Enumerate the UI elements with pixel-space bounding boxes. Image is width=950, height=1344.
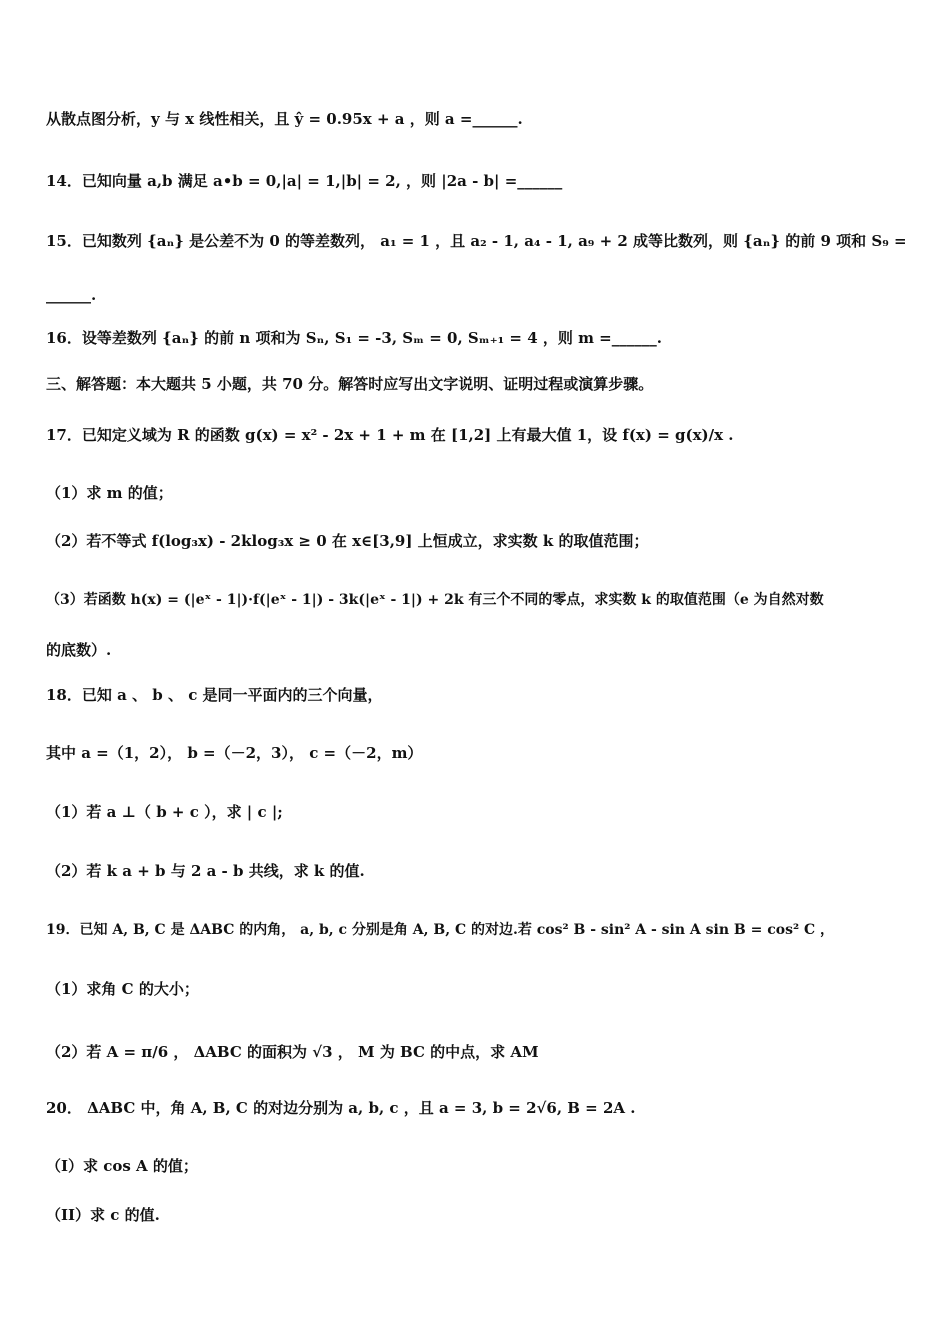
problem-14	[46, 170, 904, 192]
section-3-text: 三、解答题：本大题共 5 小题，共 70 分。解答时应写出文字说明、证明过程或演算步骤。	[46, 375, 654, 393]
problem-17-part-1	[46, 482, 904, 504]
problem-20-part-2	[46, 1204, 904, 1226]
problem-18-vectors-text: 其中 a =（1，2）， b =（－2，3）， c =（－2，m）	[46, 744, 423, 762]
problem-20-part-1-text: （I）求 cos A 的值；	[46, 1157, 198, 1175]
problem-17-part-2-text: （2）若不等式 f(log₃x) - 2klog₃x ≥ 0 在 x∈[3,9] 上恒成立，求实数 k 的取值范围；	[46, 532, 649, 550]
problem-17-part-3-tail-text: 的底数）.	[46, 641, 112, 659]
problem-20-part-1	[46, 1155, 904, 1177]
problem-17-part-3	[46, 589, 904, 611]
problem-19	[46, 919, 904, 941]
problem-13-text: 从散点图分析，y 与 x 线性相关，且 ŷ = 0.95x + a ，则 a =______.	[46, 110, 523, 128]
section-3-heading	[46, 373, 904, 395]
problem-18-text: 18．已知 a 、 b 、 c 是同一平面内的三个向量，	[46, 686, 383, 704]
problem-19-part-1-text: （1）求角 C 的大小；	[46, 980, 199, 998]
problem-17-part-2	[46, 530, 904, 552]
problem-17-part-3-tail	[46, 639, 904, 661]
problem-18-part-1-text: （1）若 a ⊥（ b + c ），求 | c |;	[46, 803, 283, 821]
problem-17-text: 17．已知定义域为 R 的函数 g(x) = x² - 2x + 1 + m 在 [1,2] 上有最大值 1，设 f(x) = g(x)/x .	[46, 426, 734, 444]
problem-19-part-2	[46, 1041, 904, 1063]
problem-15-blank-text: ______.	[46, 286, 97, 304]
problem-16	[46, 327, 904, 349]
problem-18	[46, 684, 904, 706]
problem-20	[46, 1097, 904, 1119]
problem-19-part-2-text: （2）若 A = π/6 ， ΔABC 的面积为 √3 ， M 为 BC 的中点，求 AM	[46, 1043, 539, 1061]
problem-18-part-2-text: （2）若 k a + b 与 2 a - b 共线，求 k 的值.	[46, 862, 365, 880]
problem-19-part-1	[46, 978, 904, 1000]
problem-18-part-1	[46, 801, 904, 823]
problem-20-text: 20． ΔABC 中，角 A, B, C 的对边分别为 a, b, c ，且 a = 3, b = 2√6, B = 2A .	[46, 1099, 636, 1117]
problem-15-text: 15．已知数列 {aₙ} 是公差不为 0 的等差数列， a₁ = 1 ，且 a₂ - 1, a₄ - 1, a₉ + 2 成等比数列，则 {aₙ} 的前 9 项和 S₉ =	[46, 232, 907, 250]
problem-18-vectors	[46, 742, 904, 764]
problem-17-part-3-text: （3）若函数 h(x) = (|eˣ - 1|)·f(|eˣ - 1|) - 3k(|eˣ - 1|) + 2k 有三个不同的零点，求实数 k 的取值范围（e 为自然对数	[46, 592, 824, 608]
problem-16-text: 16．设等差数列 {aₙ} 的前 n 项和为 Sₙ, S₁ = -3, Sₘ = 0, Sₘ₊₁ = 4 ，则 m =______.	[46, 329, 662, 347]
problem-14-text: 14．已知向量 a,b 满足 a•b = 0,|a| = 1,|b| = 2, ，则 |2a - b| =______	[46, 172, 563, 190]
problem-17-part-1-text: （1）求 m 的值；	[46, 484, 173, 502]
problem-15-blank	[46, 284, 904, 306]
problem-13-tail	[46, 108, 904, 130]
problem-15	[46, 230, 907, 252]
problem-17	[46, 424, 904, 446]
problem-19-text: 19．已知 A, B, C 是 ΔABC 的内角， a, b, c 分别是角 A, B, C 的对边.若 cos² B - sin² A - sin A sin B = cos² C ，	[46, 922, 834, 938]
problem-18-part-2	[46, 860, 904, 882]
problem-20-part-2-text: （II）求 c 的值.	[46, 1206, 160, 1224]
